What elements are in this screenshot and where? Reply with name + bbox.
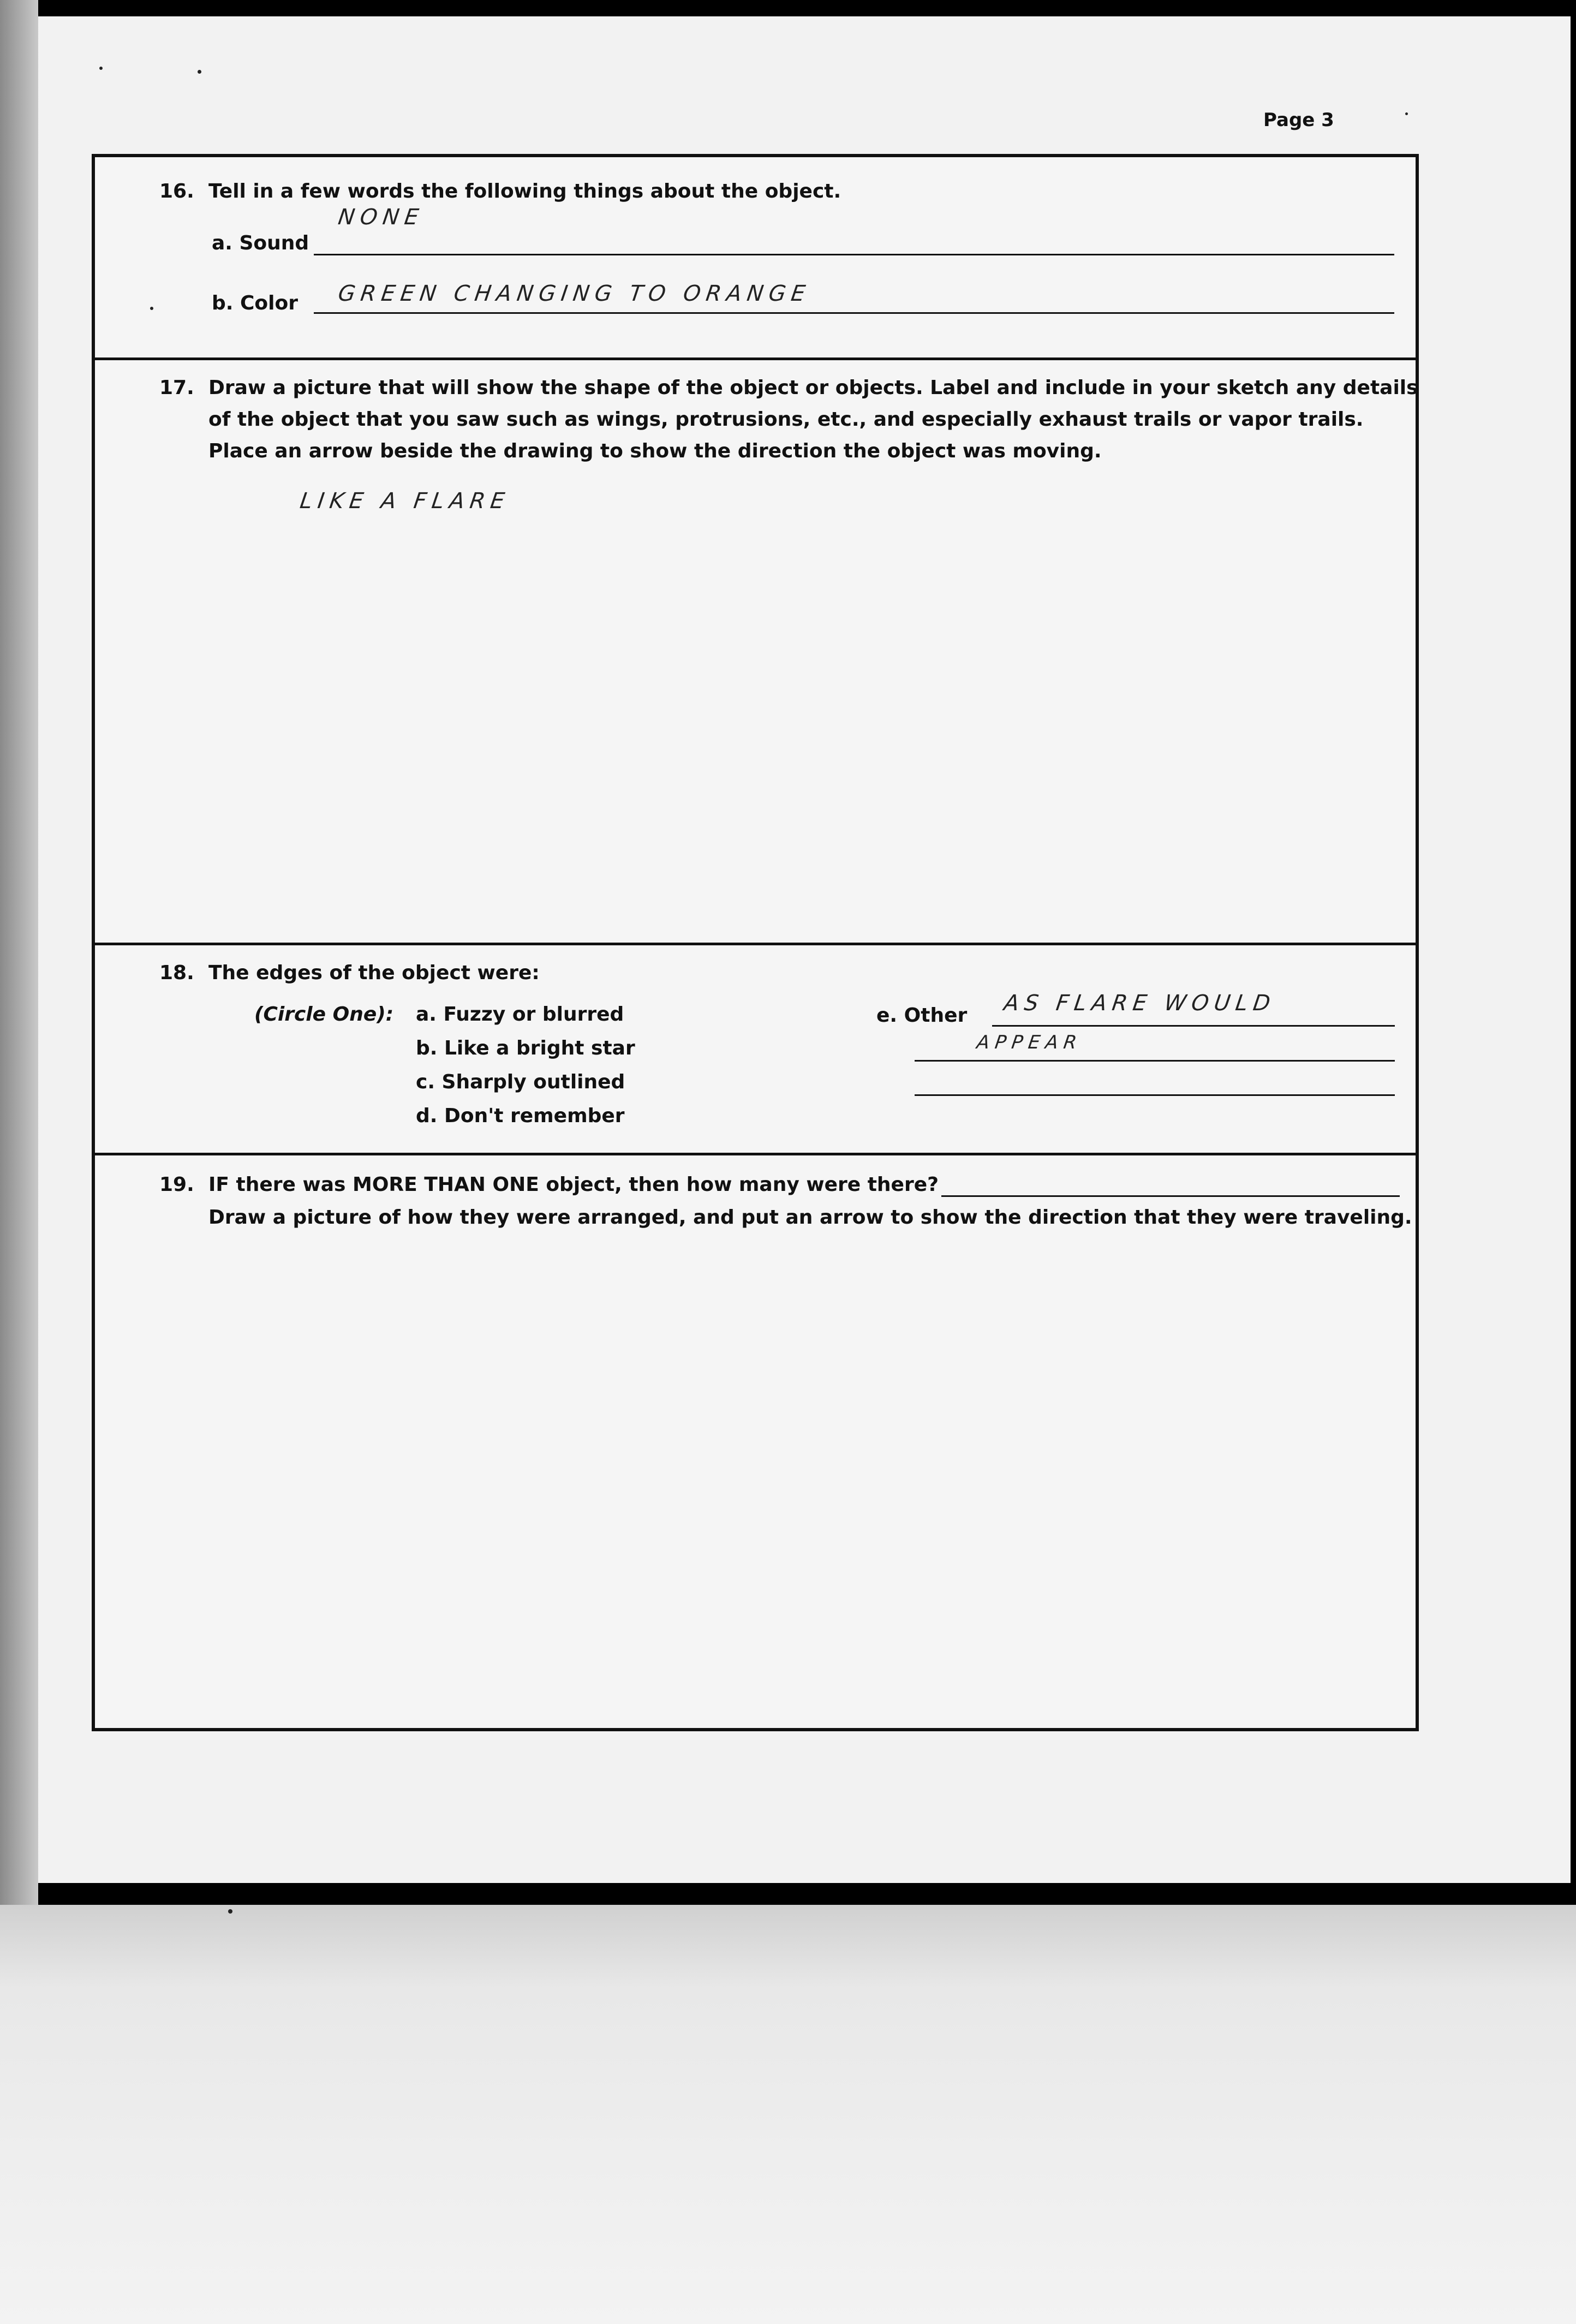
- scan-bottom-margin: [0, 1905, 1576, 2324]
- sound-answer-line: [314, 254, 1394, 255]
- question-16: [159, 180, 841, 202]
- circle-one-label: (Circle One):: [254, 1003, 394, 1026]
- question-number: 19.: [159, 1173, 194, 1196]
- other-answer-line-3: [915, 1094, 1395, 1096]
- question-number: 17.: [159, 377, 194, 399]
- option-other-label: e. Other: [876, 1004, 968, 1027]
- scan-speck: [150, 307, 153, 310]
- question-text: Tell in a few words the following things about the object.: [208, 180, 841, 202]
- question-text-line-1: Draw a picture that will show the shape of the object or objects. Label and include in your sketch any details: [208, 377, 1418, 399]
- color-answer[interactable]: GREEN CHANGING TO ORANGE: [336, 281, 813, 306]
- sound-answer[interactable]: NONE: [336, 205, 426, 230]
- option-bright-star[interactable]: b. Like a bright star: [416, 1037, 635, 1059]
- question-text-line-1: IF there was MORE THAN ONE object, then how many were there?: [208, 1173, 939, 1196]
- other-answer-line-2-text[interactable]: APPEAR: [975, 1032, 1084, 1053]
- sketch-answer[interactable]: LIKE A FLARE: [298, 488, 512, 514]
- scan-speck: [228, 1909, 232, 1914]
- sound-label: a. Sound: [212, 232, 309, 254]
- section-divider: [92, 1153, 1419, 1155]
- question-18: [159, 962, 540, 984]
- option-dont-remember[interactable]: d. Don't remember: [416, 1105, 625, 1127]
- question-text-line-3: Place an arrow beside the drawing to show the direction the object was moving.: [208, 440, 1102, 462]
- question-text-line-2: Draw a picture of how they were arranged, and put an arrow to show the direction that they were traveling.: [208, 1206, 1412, 1229]
- scan-edge-shadow: [0, 0, 38, 1905]
- page-number: Page 3: [1263, 109, 1334, 131]
- section-divider: [92, 357, 1419, 360]
- object-count-answer-line: [941, 1195, 1400, 1197]
- scan-speck: [99, 67, 103, 70]
- other-answer-line-1-text[interactable]: AS FLARE WOULD: [1002, 991, 1277, 1016]
- question-19: [159, 1173, 939, 1196]
- scan-speck: [1405, 112, 1408, 115]
- question-number: 16.: [159, 180, 194, 202]
- color-label: b. Color: [212, 292, 298, 314]
- option-sharply-outlined[interactable]: c. Sharply outlined: [416, 1071, 625, 1093]
- question-text: The edges of the object were:: [208, 962, 540, 984]
- section-divider: [92, 943, 1419, 945]
- scan-speck: [198, 70, 201, 74]
- question-number: 18.: [159, 962, 194, 984]
- option-fuzzy[interactable]: a. Fuzzy or blurred: [416, 1003, 624, 1026]
- question-17: [159, 377, 1418, 399]
- other-answer-line-2: [915, 1060, 1395, 1062]
- question-text-line-2: of the object that you saw such as wings, protrusions, etc., and especially exhaust trails or vapor trails.: [208, 408, 1364, 431]
- other-answer-line-1: [992, 1025, 1395, 1027]
- color-answer-line: [314, 312, 1394, 314]
